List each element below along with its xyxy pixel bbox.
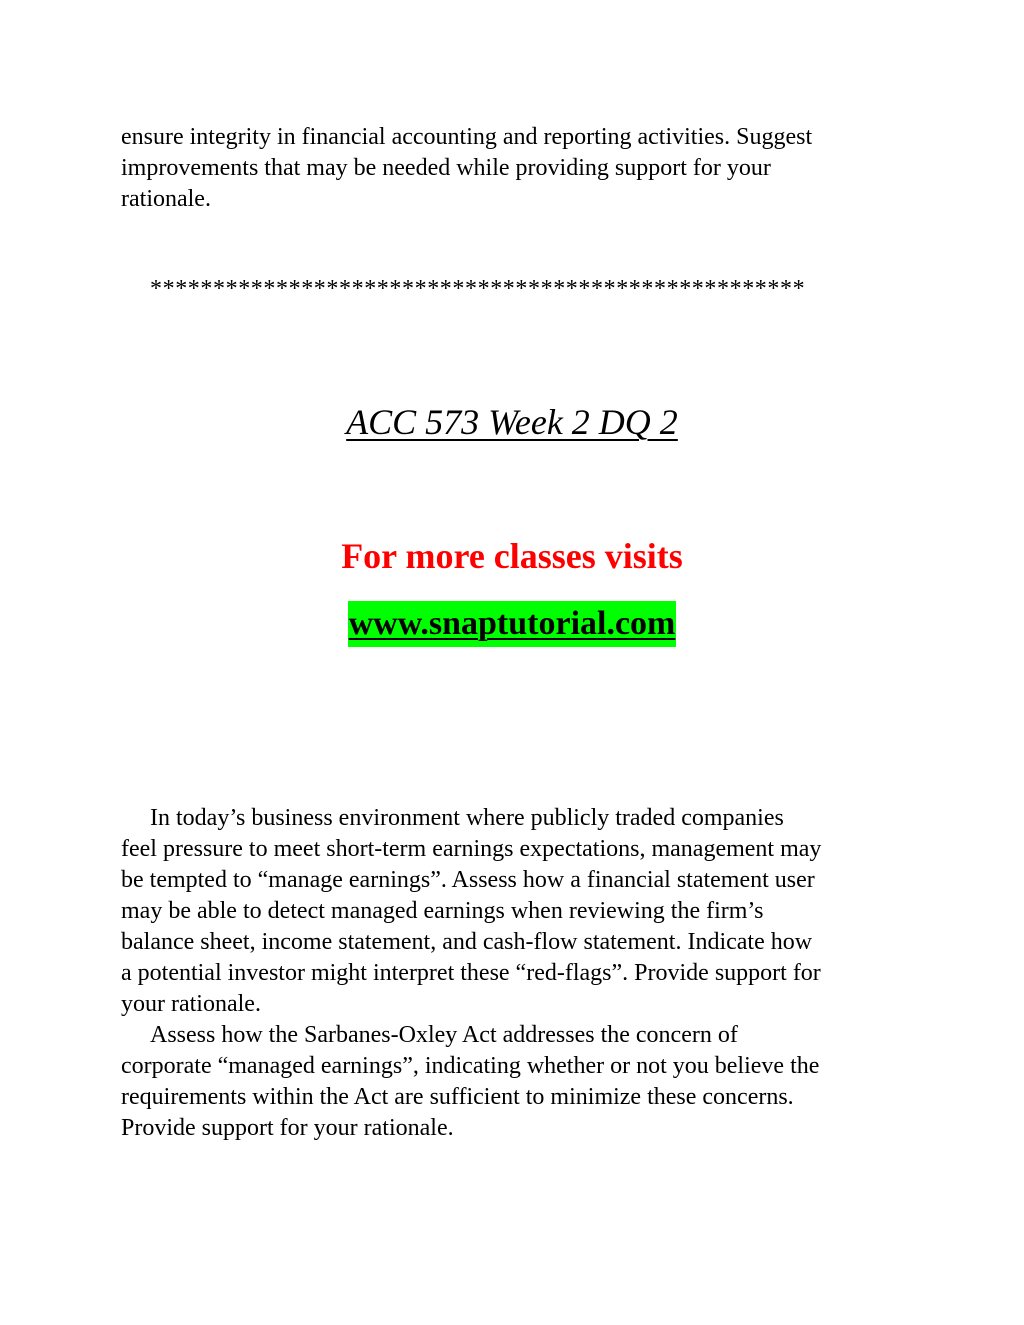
body-line: Provide support for your rationale. <box>121 1115 454 1141</box>
body-line: corporate “managed earnings”, indicating whether or not you believe the <box>121 1053 820 1079</box>
intro-line: rationale. <box>121 186 211 212</box>
intro-line: ensure integrity in financial accounting and reporting activities. Suggest <box>121 124 813 150</box>
intro-paragraph <box>121 122 911 215</box>
body-line: a potential investor might interpret these “red-flags”. Provide support for <box>121 960 821 986</box>
promo-link-wrapper <box>0 601 1024 647</box>
question-body <box>121 803 921 1144</box>
body-line: Assess how the Sarbanes-Oxley Act addresses the concern of <box>150 1022 738 1048</box>
page-title <box>0 400 1024 444</box>
body-line: your rationale. <box>121 991 261 1017</box>
intro-line: improvements that may be needed while providing support for your <box>121 155 771 181</box>
promo-heading: For more classes visits <box>341 536 683 576</box>
body-line: In today’s business environment where publicly traded companies <box>150 805 784 831</box>
asterisk-divider: **************************************************** <box>150 276 806 302</box>
body-line: balance sheet, income statement, and cash-flow statement. Indicate how <box>121 929 813 955</box>
body-line: be tempted to “manage earnings”. Assess how a financial statement user <box>121 867 815 893</box>
website-link[interactable]: www.snaptutorial.com <box>348 601 677 647</box>
body-line: feel pressure to meet short-term earnings expectations, management may <box>121 836 822 862</box>
title-text: ACC 573 Week 2 DQ 2 <box>346 402 678 442</box>
body-line: may be able to detect managed earnings when reviewing the firm’s <box>121 898 764 924</box>
body-line: requirements within the Act are sufficient to minimize these concerns. <box>121 1084 794 1110</box>
